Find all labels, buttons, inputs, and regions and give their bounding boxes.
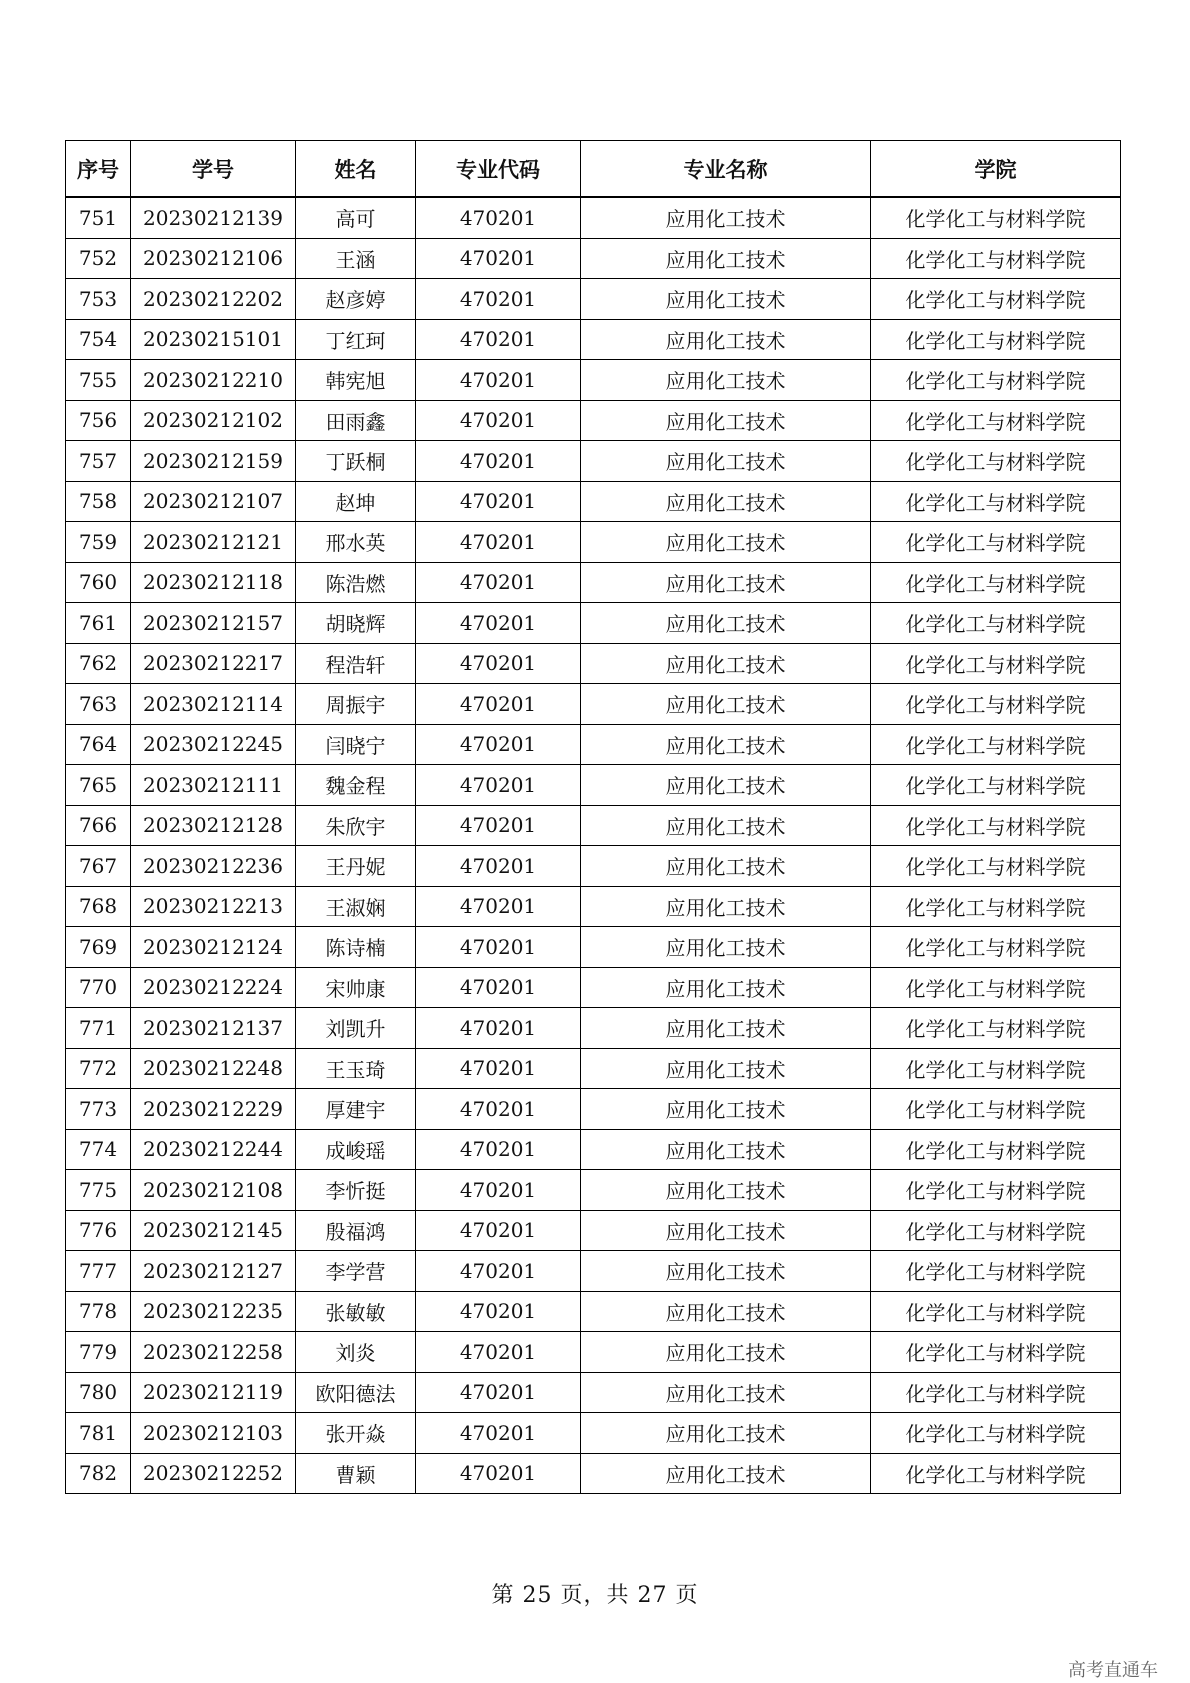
cell-major-name: 应用化工技术 [581, 1048, 871, 1089]
cell-major-code: 470201 [416, 684, 581, 725]
cell-name: 丁跃桐 [296, 441, 416, 482]
cell-student-id: 20230212103 [131, 1413, 296, 1454]
cell-college: 化学化工与材料学院 [871, 603, 1121, 644]
cell-major-name: 应用化工技术 [581, 1210, 871, 1251]
cell-major-name: 应用化工技术 [581, 1251, 871, 1292]
table-row [66, 724, 1121, 765]
cell-major-code: 470201 [416, 1413, 581, 1454]
cell-major-name: 应用化工技术 [581, 724, 871, 765]
cell-major-code: 470201 [416, 1008, 581, 1049]
cell-major-code: 470201 [416, 724, 581, 765]
cell-major-code: 470201 [416, 238, 581, 279]
cell-major-name: 应用化工技术 [581, 1008, 871, 1049]
cell-name: 韩宪旭 [296, 360, 416, 401]
cell-college: 化学化工与材料学院 [871, 522, 1121, 563]
cell-seq: 770 [66, 967, 131, 1008]
cell-name: 厚建宇 [296, 1089, 416, 1130]
cell-college: 化学化工与材料学院 [871, 1372, 1121, 1413]
header-college: 学院 [871, 141, 1121, 198]
table-row [66, 1210, 1121, 1251]
cell-major-code: 470201 [416, 400, 581, 441]
cell-name: 程浩轩 [296, 643, 416, 684]
cell-name: 闫晓宁 [296, 724, 416, 765]
cell-major-code: 470201 [416, 1372, 581, 1413]
table-row [66, 1129, 1121, 1170]
cell-college: 化学化工与材料学院 [871, 562, 1121, 603]
cell-major-name: 应用化工技术 [581, 1089, 871, 1130]
cell-college: 化学化工与材料学院 [871, 927, 1121, 968]
cell-major-code: 470201 [416, 1048, 581, 1089]
cell-name: 张开焱 [296, 1413, 416, 1454]
header-student-id: 学号 [131, 141, 296, 198]
cell-student-id: 20230212102 [131, 400, 296, 441]
cell-major-code: 470201 [416, 1453, 581, 1494]
cell-major-code: 470201 [416, 603, 581, 644]
cell-name: 李学营 [296, 1251, 416, 1292]
cell-major-code: 470201 [416, 319, 581, 360]
cell-college: 化学化工与材料学院 [871, 1332, 1121, 1373]
cell-major-name: 应用化工技术 [581, 1291, 871, 1332]
cell-seq: 753 [66, 279, 131, 320]
cell-major-name: 应用化工技术 [581, 1332, 871, 1373]
cell-college: 化学化工与材料学院 [871, 441, 1121, 482]
cell-college: 化学化工与材料学院 [871, 643, 1121, 684]
cell-seq: 774 [66, 1129, 131, 1170]
table-row [66, 643, 1121, 684]
cell-college: 化学化工与材料学院 [871, 1170, 1121, 1211]
cell-student-id: 20230212224 [131, 967, 296, 1008]
cell-seq: 766 [66, 805, 131, 846]
cell-student-id: 20230212137 [131, 1008, 296, 1049]
cell-seq: 777 [66, 1251, 131, 1292]
table-body [66, 197, 1121, 1494]
table-row [66, 1008, 1121, 1049]
cell-student-id: 20230212244 [131, 1129, 296, 1170]
cell-name: 宋帅康 [296, 967, 416, 1008]
cell-major-code: 470201 [416, 197, 581, 238]
cell-major-name: 应用化工技术 [581, 1413, 871, 1454]
cell-seq: 782 [66, 1453, 131, 1494]
cell-seq: 779 [66, 1332, 131, 1373]
cell-student-id: 20230212145 [131, 1210, 296, 1251]
cell-major-name: 应用化工技术 [581, 400, 871, 441]
cell-major-code: 470201 [416, 1332, 581, 1373]
cell-name: 王玉琦 [296, 1048, 416, 1089]
cell-major-code: 470201 [416, 643, 581, 684]
cell-college: 化学化工与材料学院 [871, 360, 1121, 401]
cell-seq: 781 [66, 1413, 131, 1454]
cell-student-id: 20230212124 [131, 927, 296, 968]
cell-major-name: 应用化工技术 [581, 967, 871, 1008]
cell-major-code: 470201 [416, 1170, 581, 1211]
cell-seq: 762 [66, 643, 131, 684]
cell-major-code: 470201 [416, 805, 581, 846]
cell-name: 丁红珂 [296, 319, 416, 360]
table-row [66, 967, 1121, 1008]
cell-major-code: 470201 [416, 1251, 581, 1292]
cell-name: 朱欣宇 [296, 805, 416, 846]
cell-student-id: 20230212252 [131, 1453, 296, 1494]
cell-college: 化学化工与材料学院 [871, 197, 1121, 238]
table-row [66, 1332, 1121, 1373]
cell-student-id: 20230212157 [131, 603, 296, 644]
cell-major-name: 应用化工技术 [581, 319, 871, 360]
cell-name: 田雨鑫 [296, 400, 416, 441]
header-name: 姓名 [296, 141, 416, 198]
cell-college: 化学化工与材料学院 [871, 400, 1121, 441]
cell-student-id: 20230212106 [131, 238, 296, 279]
cell-major-name: 应用化工技术 [581, 643, 871, 684]
cell-college: 化学化工与材料学院 [871, 805, 1121, 846]
cell-college: 化学化工与材料学院 [871, 1048, 1121, 1089]
cell-college: 化学化工与材料学院 [871, 319, 1121, 360]
table-row [66, 846, 1121, 887]
cell-major-name: 应用化工技术 [581, 1129, 871, 1170]
cell-student-id: 20230212202 [131, 279, 296, 320]
cell-major-name: 应用化工技术 [581, 684, 871, 725]
cell-name: 胡晓辉 [296, 603, 416, 644]
cell-major-code: 470201 [416, 1291, 581, 1332]
cell-major-name: 应用化工技术 [581, 360, 871, 401]
cell-student-id: 20230212217 [131, 643, 296, 684]
header-major-code: 专业代码 [416, 141, 581, 198]
cell-name: 周振宇 [296, 684, 416, 725]
cell-name: 赵彦婷 [296, 279, 416, 320]
cell-seq: 773 [66, 1089, 131, 1130]
cell-student-id: 20230212121 [131, 522, 296, 563]
table-row [66, 927, 1121, 968]
cell-name: 刘炎 [296, 1332, 416, 1373]
table-row [66, 1291, 1121, 1332]
cell-name: 王丹妮 [296, 846, 416, 887]
cell-name: 高可 [296, 197, 416, 238]
cell-student-id: 20230212108 [131, 1170, 296, 1211]
cell-student-id: 20230212235 [131, 1291, 296, 1332]
cell-seq: 778 [66, 1291, 131, 1332]
cell-student-id: 20230212229 [131, 1089, 296, 1130]
cell-seq: 761 [66, 603, 131, 644]
cell-major-name: 应用化工技术 [581, 765, 871, 806]
table-row [66, 1089, 1121, 1130]
cell-seq: 772 [66, 1048, 131, 1089]
cell-name: 陈诗楠 [296, 927, 416, 968]
cell-major-name: 应用化工技术 [581, 279, 871, 320]
cell-major-name: 应用化工技术 [581, 522, 871, 563]
cell-major-name: 应用化工技术 [581, 481, 871, 522]
table-row [66, 319, 1121, 360]
cell-name: 邢水英 [296, 522, 416, 563]
cell-major-name: 应用化工技术 [581, 603, 871, 644]
cell-college: 化学化工与材料学院 [871, 279, 1121, 320]
cell-seq: 775 [66, 1170, 131, 1211]
cell-student-id: 20230212159 [131, 441, 296, 482]
cell-student-id: 20230212118 [131, 562, 296, 603]
cell-seq: 757 [66, 441, 131, 482]
cell-college: 化学化工与材料学院 [871, 846, 1121, 887]
cell-major-name: 应用化工技术 [581, 197, 871, 238]
cell-seq: 765 [66, 765, 131, 806]
table-row [66, 603, 1121, 644]
cell-name: 欧阳德法 [296, 1372, 416, 1413]
cell-seq: 760 [66, 562, 131, 603]
cell-major-name: 应用化工技术 [581, 1170, 871, 1211]
cell-seq: 751 [66, 197, 131, 238]
cell-college: 化学化工与材料学院 [871, 684, 1121, 725]
table-row [66, 765, 1121, 806]
cell-student-id: 20230212258 [131, 1332, 296, 1373]
table-header-row [66, 141, 1121, 198]
cell-college: 化学化工与材料学院 [871, 1210, 1121, 1251]
cell-major-name: 应用化工技术 [581, 805, 871, 846]
cell-college: 化学化工与材料学院 [871, 967, 1121, 1008]
cell-major-code: 470201 [416, 360, 581, 401]
table-row [66, 1170, 1121, 1211]
cell-seq: 759 [66, 522, 131, 563]
cell-major-name: 应用化工技术 [581, 238, 871, 279]
cell-seq: 758 [66, 481, 131, 522]
cell-college: 化学化工与材料学院 [871, 724, 1121, 765]
table-row [66, 684, 1121, 725]
cell-major-name: 应用化工技术 [581, 927, 871, 968]
cell-student-id: 20230212128 [131, 805, 296, 846]
cell-student-id: 20230212213 [131, 886, 296, 927]
cell-student-id: 20230212248 [131, 1048, 296, 1089]
cell-name: 陈浩燃 [296, 562, 416, 603]
table-row [66, 805, 1121, 846]
page-number: 第 25 页，共 27 页 [491, 1583, 699, 1608]
student-list-table [65, 140, 1121, 1494]
cell-major-code: 470201 [416, 886, 581, 927]
cell-major-code: 470201 [416, 927, 581, 968]
cell-student-id: 20230212210 [131, 360, 296, 401]
cell-major-name: 应用化工技术 [581, 441, 871, 482]
cell-college: 化学化工与材料学院 [871, 1453, 1121, 1494]
cell-student-id: 20230212111 [131, 765, 296, 806]
header-seq: 序号 [66, 141, 131, 198]
cell-major-name: 应用化工技术 [581, 562, 871, 603]
cell-student-id: 20230212119 [131, 1372, 296, 1413]
cell-major-name: 应用化工技术 [581, 1372, 871, 1413]
cell-major-code: 470201 [416, 765, 581, 806]
cell-major-code: 470201 [416, 441, 581, 482]
cell-major-name: 应用化工技术 [581, 886, 871, 927]
cell-seq: 764 [66, 724, 131, 765]
table-row [66, 279, 1121, 320]
cell-major-code: 470201 [416, 967, 581, 1008]
cell-seq: 780 [66, 1372, 131, 1413]
cell-major-code: 470201 [416, 1210, 581, 1251]
cell-college: 化学化工与材料学院 [871, 1008, 1121, 1049]
table-row [66, 360, 1121, 401]
cell-name: 王淑娴 [296, 886, 416, 927]
cell-major-code: 470201 [416, 846, 581, 887]
cell-student-id: 20230212236 [131, 846, 296, 887]
cell-name: 刘凯升 [296, 1008, 416, 1049]
cell-student-id: 20230212114 [131, 684, 296, 725]
cell-name: 殷福鸿 [296, 1210, 416, 1251]
cell-college: 化学化工与材料学院 [871, 1129, 1121, 1170]
cell-major-code: 470201 [416, 562, 581, 603]
cell-student-id: 20230212245 [131, 724, 296, 765]
cell-college: 化学化工与材料学院 [871, 1089, 1121, 1130]
cell-seq: 771 [66, 1008, 131, 1049]
cell-name: 李忻挺 [296, 1170, 416, 1211]
cell-major-name: 应用化工技术 [581, 1453, 871, 1494]
watermark-text: 高考直通车 [1068, 1660, 1158, 1681]
table-row [66, 1048, 1121, 1089]
cell-student-id: 20230212107 [131, 481, 296, 522]
table-row [66, 522, 1121, 563]
table-row [66, 197, 1121, 238]
cell-student-id: 20230212127 [131, 1251, 296, 1292]
cell-major-code: 470201 [416, 1089, 581, 1130]
table-row [66, 400, 1121, 441]
cell-name: 赵坤 [296, 481, 416, 522]
header-major-name: 专业名称 [581, 141, 871, 198]
cell-name: 成峻瑶 [296, 1129, 416, 1170]
cell-major-code: 470201 [416, 279, 581, 320]
cell-college: 化学化工与材料学院 [871, 481, 1121, 522]
table-row [66, 238, 1121, 279]
cell-major-name: 应用化工技术 [581, 846, 871, 887]
cell-college: 化学化工与材料学院 [871, 886, 1121, 927]
cell-seq: 768 [66, 886, 131, 927]
cell-seq: 767 [66, 846, 131, 887]
cell-college: 化学化工与材料学院 [871, 1413, 1121, 1454]
cell-seq: 776 [66, 1210, 131, 1251]
cell-seq: 756 [66, 400, 131, 441]
table-row [66, 1453, 1121, 1494]
table-row [66, 441, 1121, 482]
table-row [66, 481, 1121, 522]
cell-name: 张敏敏 [296, 1291, 416, 1332]
table-row [66, 1372, 1121, 1413]
cell-name: 曹颖 [296, 1453, 416, 1494]
cell-student-id: 20230212139 [131, 197, 296, 238]
cell-college: 化学化工与材料学院 [871, 238, 1121, 279]
table-row [66, 886, 1121, 927]
cell-seq: 769 [66, 927, 131, 968]
cell-seq: 754 [66, 319, 131, 360]
cell-college: 化学化工与材料学院 [871, 1291, 1121, 1332]
table-row [66, 1251, 1121, 1292]
cell-seq: 752 [66, 238, 131, 279]
cell-major-code: 470201 [416, 481, 581, 522]
cell-major-code: 470201 [416, 1129, 581, 1170]
cell-student-id: 20230215101 [131, 319, 296, 360]
cell-college: 化学化工与材料学院 [871, 1251, 1121, 1292]
cell-seq: 763 [66, 684, 131, 725]
cell-college: 化学化工与材料学院 [871, 765, 1121, 806]
cell-seq: 755 [66, 360, 131, 401]
table-row [66, 562, 1121, 603]
cell-name: 魏金程 [296, 765, 416, 806]
cell-major-code: 470201 [416, 522, 581, 563]
table-row [66, 1413, 1121, 1454]
cell-name: 王涵 [296, 238, 416, 279]
